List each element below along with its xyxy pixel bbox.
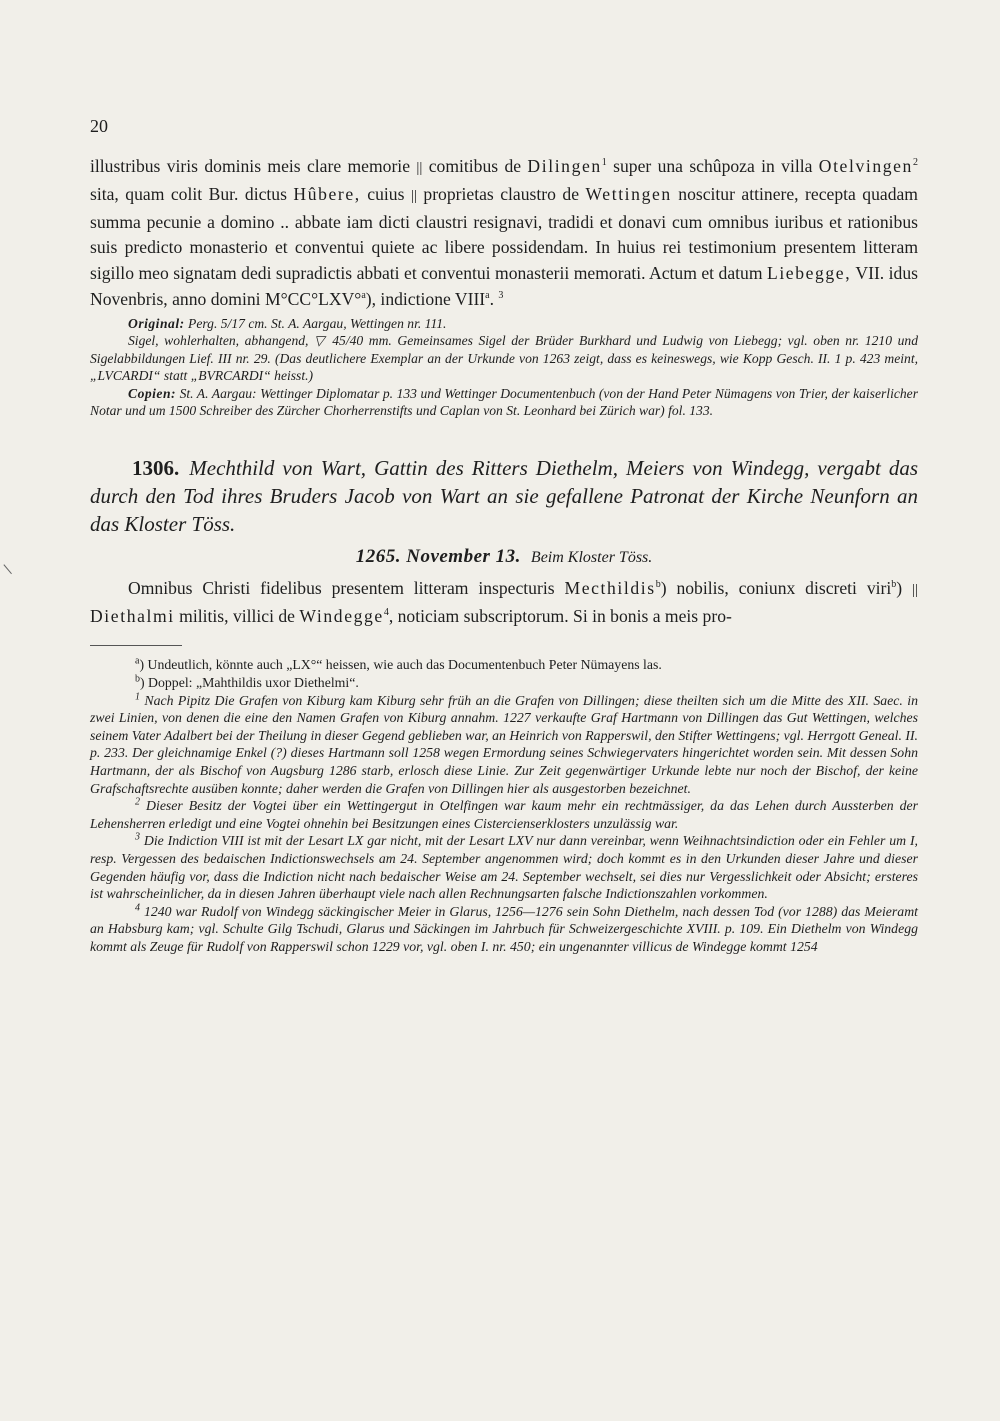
place-name: Dilingen	[527, 156, 602, 176]
note-label: Copien:	[128, 385, 177, 401]
line-break-mark: ||	[416, 160, 423, 176]
note-copien	[90, 385, 918, 420]
charter-paragraph	[90, 154, 918, 313]
text-run: , noticiam subscriptorum. Si in bonis a meis pro-	[388, 605, 732, 626]
footnote-marker: 3	[135, 831, 140, 843]
document-number: 1306.	[132, 455, 180, 480]
footnote-ref: 3	[498, 290, 504, 302]
footnote-ref: 2	[912, 157, 918, 169]
line-break-mark: ||	[410, 187, 417, 204]
text-run: cuius	[367, 183, 405, 204]
footnote-marker: 4	[135, 902, 140, 914]
note-label: Original:	[128, 315, 185, 331]
footnote-1	[90, 692, 918, 798]
source-notes	[90, 315, 918, 420]
footnote-4	[90, 903, 918, 956]
document-place: Beim Kloster Töss.	[530, 548, 653, 566]
text-run: .	[489, 288, 499, 309]
note-text: Perg. 5/17 cm. St. A. Aargau, Wettingen nr. 111.	[188, 315, 447, 331]
footnote-3	[90, 832, 918, 902]
footnote-ref: b	[655, 578, 661, 590]
place-name: Windegge	[299, 605, 384, 626]
place-name: Otelvingen	[818, 156, 913, 176]
footnote-marker: 1	[135, 690, 140, 702]
footnote-marker: a	[135, 655, 140, 667]
place-name: Wettingen	[585, 183, 672, 204]
footnote-marker: 2	[135, 796, 140, 808]
person-name: Hûbere,	[293, 183, 361, 204]
charter-paragraph	[90, 576, 918, 630]
charter-text	[90, 154, 918, 313]
footnote-text: ) Undeutlich, könnte auch „LX°“ heissen, wie auch das Documentenbuch Peter Nümayens las.	[139, 657, 662, 673]
footnote-ref: a	[485, 290, 490, 302]
footnote-text: 1240 war Rudolf von Windegg säckingischer Meier in Glarus, 1256—1276 sein Sohn Diethelm, nach dessen Tod (vor 1288) das Meieramt an Habsburg kam; vgl. Schulte Gilg Tschudi, Glarus und Säckingen im Jahrbuch für Schweizergeschichte XVIII. p. 109. Ein Diethelm von Windegg kommt als Zeuge für Rudolf von Rapperswil schon 1229 vor, vgl. oben I. nr. 450; ein ungenannter villicus de Windegge kommt 1254	[90, 903, 918, 954]
note-original	[90, 315, 918, 333]
regest	[90, 454, 918, 538]
line-break-mark: ||	[912, 581, 919, 598]
footnote-b	[90, 674, 918, 692]
note-text: St. A. Aargau: Wettinger Diplomatar p. 133 und Wettinger Documentenbuch (von der Hand Peter Nümagens von Trier, der kaiserlicher Notar und um 1500 Schreiber des Zürcher Chorherrenstifts und Caplan von St. Leonhard bei Zürich war) fol. 133.	[90, 385, 918, 419]
footnote-text: Nach Pipitz Die Grafen von Kiburg kam Kiburg sehr früh an die Grafen von Dillingen; diese theilten sich um die Mitte des XII. Saec. in zwei Linien, von denen die eine den Namen Grafen von Kiburg annahm. 1227 verkaufte Graf Hartmann von Dillingen das Gut Wettingen, welches seinem Vater Adalbert bei der Theilung in dieser Gegend geblieben war, an Heinrich von Rapperswil, den Stifter Wettingens; vgl. Herrgott Geneal. II. p. 233. Der gleichnamige Enkel (?) dieses Hartmann soll 1258 wegen Ermordung seines Schwiegervaters hingerichtet worden sein. Mit dessen Sohn Hartmann, der als Bischof von Augsburg 1286 starb, erlosch diese Linie. Zur Zeit gegenwärtiger Urkunde lebte nur noch der Bischof, der keine Grafschaftsrechte ausüben konnte; daher werden die Grafen von Dillingen hier als ausgestorben bezeichnet.	[90, 692, 918, 796]
document-page	[90, 116, 918, 955]
person-name: Mecthildis	[564, 577, 656, 598]
text-run: illustribus viris dominis meis clare memorie	[90, 156, 411, 176]
footnote-marker: b	[135, 673, 140, 685]
text-run: Omnibus Christi fidelibus presentem litteram inspecturis	[128, 577, 555, 598]
place-name: Liebegge,	[766, 263, 852, 284]
footnote-text: ) Doppel: „Mahthildis uxor Diethelmi“.	[140, 674, 359, 690]
person-name: Diethalmi	[90, 605, 175, 626]
text-run: )	[896, 577, 903, 598]
margin-mark	[3, 558, 19, 574]
text-run: super una schûpoza in villa	[613, 156, 813, 176]
footnote-ref: 4	[383, 606, 389, 618]
regest-text: Mechthild von Wart, Gattin des Ritters Diethelm, Meiers von Windegg, vergabt das durch den Tod ihres Bruders Jacob von Wart an sie gefallene Patronat der Kirche Neunforn an das Kloster Töss.	[90, 455, 918, 536]
text-run: militis, villici de	[179, 605, 295, 626]
text-run: sita, quam colit Bur. dictus	[90, 183, 287, 204]
charter-text-2	[90, 576, 918, 630]
page-number: 20	[90, 116, 108, 136]
footnote-ref: a	[361, 290, 366, 302]
note-sigel: Sigel, wohlerhalten, abhangend, ▽ 45/40 mm. Gemeinsames Sigel der Brüder Burkhard und Ludwig von Liebegg; vgl. oben nr. 1210 und Sigelabbildungen Lief. III nr. 29. (Das deutlichere Exemplar an der Urkunde von 1263 zeigt, dass es keineswegs, wie Kopp Gesch. II. 1 p. 423 meint, „LVCARDI“ statt „BVRCARDI“ heisst.)	[90, 333, 918, 384]
footnote-text: Dieser Besitz der Vogtei über ein Wettingergut in Otelfingen war kaum mehr ein rechtmässiger, da das Lehen durch Aussterben der Lehensherren erledigt und eine Vogtei ohnehin bei Besitzungen eines Cistercienserklosters unzulässig war.	[90, 798, 919, 831]
footnote-text: Die Indiction VIII ist mit der Lesart LX gar nicht, mit der Lesart LXV nur dann vereinbar, wenn Weihnachtsindiction oder ein Fehler um I, resp. Vergessen des bedaischen Indictionswechsels am 24. September angenommen wird; doch kommt es in den Urkunden dieser Jahre und dieser Gegenden häufig vor, dass die Indiction nicht nach bedaischer Weise am 24. September wechselt, sei dies nur Vergesslichkeit oder Absicht; ersteres ist wahrscheinlicher, da in diesen Jahren überhaupt viele nach allen Rechnungsarten falsche Indictionszahlen vorkommen.	[90, 833, 918, 902]
text-run: ) nobilis, coniunx discreti viri	[660, 577, 892, 598]
footnote-a	[90, 656, 918, 674]
document-date: 1265. November 13.	[355, 545, 521, 567]
text-run: noscitur attinere, recepta quadam summa pecunie a domino .. abbate iam dicti claustri resignavi, tradidi et donavi cum omnibus iuribus et rationibus suis predicto monasterio et conventui quiete ac libere possidendam. In huius rei testimonium presentem litteram sigillo meo signatam dedi supradictis abbati et conventui monasterii memorati. Actum et datum	[90, 183, 918, 284]
footnote-divider	[90, 645, 182, 646]
footnote-ref: 1	[601, 157, 607, 169]
date-line	[90, 544, 918, 570]
text-run: VII. idus Novenbris, anno domini M°CC°LXV°	[90, 263, 918, 309]
footnotes	[90, 656, 918, 955]
text-run: comitibus de	[428, 156, 522, 176]
text-run: proprietas claustro de	[423, 183, 580, 204]
text-run: ), indictione VIII	[365, 288, 486, 309]
footnote-2	[90, 797, 918, 832]
footnote-ref: b	[891, 578, 897, 590]
